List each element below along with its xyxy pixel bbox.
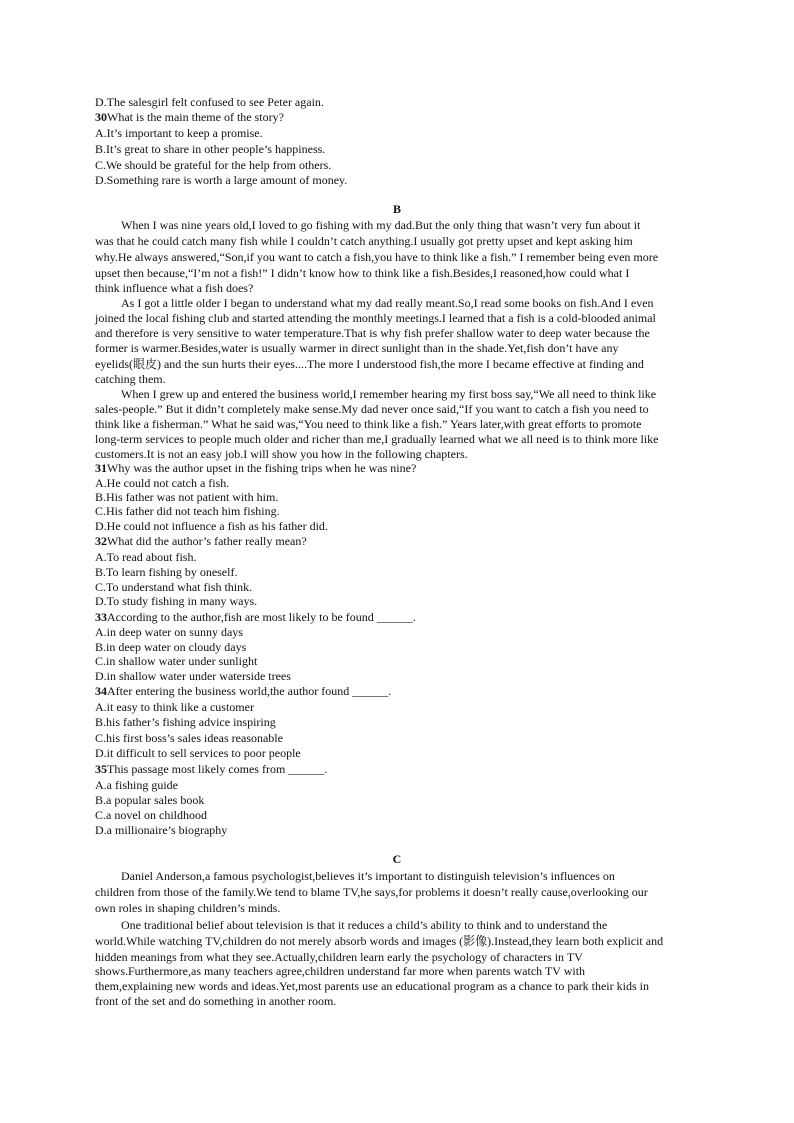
paragraph-line: As I got a little older I began to understand what my dad really meant.So,I read some books on fish.And I even [121, 296, 654, 310]
paragraph-line: former is warmer.Besides,water is usually warmer in direct sunlight than in the shade.Yet,fish don’t have any [95, 341, 619, 355]
answer-option: B.It’s great to share in other people’s happiness. [95, 142, 326, 156]
answer-option: A.in deep water on sunny days [95, 625, 243, 639]
answer-option: A.it easy to think like a customer [95, 700, 254, 714]
answer-option: D.in shallow water under waterside trees [95, 669, 291, 683]
question-number: 32 [95, 534, 107, 548]
paragraph-line: front of the set and do something in another room. [95, 994, 337, 1008]
question-stem [95, 534, 307, 548]
question-stem [95, 684, 391, 698]
answer-option: C.a novel on childhood [95, 808, 207, 822]
question-stem [95, 762, 327, 776]
paragraph-line: why.He always answered,“Son,if you want to catch a fish,you have to think like a fish.” I remember being even more [95, 250, 659, 264]
question-text: What is the main theme of the story? [107, 110, 284, 124]
paragraph-line: children from those of the family.We tend to blame TV,he says,for problems it doesn’t really cause,overlooking our [95, 885, 648, 899]
paragraph-line: One traditional belief about television is that it reduces a child’s ability to think and to understand the [121, 918, 608, 932]
answer-option: B.To learn fishing by oneself. [95, 565, 238, 579]
paragraph-line: sales-people.” But it didn’t completely make sense.My dad never once said,“If you want to catch a fish you need to [95, 402, 649, 416]
question-text: After entering the business world,the author found ______. [107, 684, 392, 698]
paragraph-line: long-term services to people much older and richer than me,I gradually learned what we all need is to think more like [95, 432, 659, 446]
paragraph-line: When I was nine years old,I loved to go fishing with my dad.But the only thing that wasn’t very fun about it [121, 218, 641, 232]
paragraph-line: was that he could catch many fish while I couldn’t catch anything.I usually got pretty upset and kept asking him [95, 234, 633, 248]
answer-option: B.a popular sales book [95, 793, 205, 807]
answer-option: B.His father was not patient with him. [95, 490, 279, 504]
answer-option: D.The salesgirl felt confused to see Peter again. [95, 95, 324, 109]
paragraph-line: customers.It is not an easy job.I will show you how in the following chapters. [95, 447, 468, 461]
paragraph-line: When I grew up and entered the business world,I remember hearing my first boss say,“We all need to think like [121, 387, 657, 401]
answer-option: A.He could not catch a fish. [95, 476, 230, 490]
answer-option: B.in deep water on cloudy days [95, 640, 247, 654]
paragraph-line: shows.Furthermore,as many teachers agree,children understand far more when parents watch TV with [95, 964, 586, 978]
paragraph-line: them,explaining new words and ideas.Yet,most parents use an educational program as a chance to park their kids in [95, 979, 649, 993]
section-heading: B [392, 202, 401, 216]
answer-option: C.We should be grateful for the help from others. [95, 158, 332, 172]
question-text: What did the author’s father really mean? [107, 534, 307, 548]
question-stem [95, 110, 284, 124]
paragraph-line: catching them. [95, 372, 166, 386]
question-number: 35 [95, 762, 107, 776]
question-stem [95, 461, 416, 475]
paragraph-line: world.While watching TV,children do not merely absorb words and images (影像).Instead,they learn both explicit and [95, 934, 664, 948]
answer-option: C.To understand what fish think. [95, 580, 253, 594]
question-number: 34 [95, 684, 107, 698]
answer-option: A.a fishing guide [95, 778, 178, 792]
answer-option: D.Something rare is worth a large amount of money. [95, 173, 348, 187]
answer-option: D.it difficult to sell services to poor people [95, 746, 301, 760]
answer-option: A.To read about fish. [95, 550, 197, 564]
question-text: According to the author,fish are most likely to be found ______. [107, 610, 416, 624]
paragraph-line: own roles in shaping children’s minds. [95, 901, 281, 915]
answer-option: C.His father did not teach him fishing. [95, 504, 280, 518]
answer-option: B.his father’s fishing advice inspiring [95, 715, 276, 729]
question-stem [95, 610, 416, 624]
question-number: 31 [95, 461, 107, 475]
answer-option: D.He could not influence a fish as his father did. [95, 519, 328, 533]
answer-option: A.It’s important to keep a promise. [95, 126, 263, 140]
question-number: 30 [95, 110, 107, 124]
question-text: Why was the author upset in the fishing trips when he was nine? [107, 461, 417, 475]
answer-option: D.To study fishing in many ways. [95, 594, 258, 608]
answer-option: C.in shallow water under sunlight [95, 654, 258, 668]
paragraph-line: upset then because,“I’m not a fish!” I didn’t know how to think like a fish.Besides,I reasoned,how could what I [95, 266, 630, 280]
answer-option: D.a millionaire’s biography [95, 823, 228, 837]
paragraph-line: hidden meanings from what they see.Actually,children learn early the psychology of characters in TV [95, 950, 583, 964]
paragraph-line: think influence what a fish does? [95, 281, 254, 295]
paragraph-line: joined the local fishing club and started attending the monthly meetings.I learned that a fish is a cold-blooded animal [95, 311, 656, 325]
paragraph-line: Daniel Anderson,a famous psychologist,believes it’s important to distinguish television’s influences on [121, 869, 615, 883]
paragraph-line: eyelids(眼皮) and the sun hurts their eyes....The more I understood fish,the more I became effective at finding and [95, 357, 644, 371]
section-heading: C [392, 852, 402, 866]
question-number: 33 [95, 610, 107, 624]
question-text: This passage most likely comes from ______. [107, 762, 328, 776]
answer-option: C.his first boss’s sales ideas reasonable [95, 731, 283, 745]
paragraph-line: and therefore is very sensitive to water temperature.That is why fish prefer shallow water to deep water because the [95, 326, 650, 340]
paragraph-line: think like a fisherman.” What he said was,“You need to think like a fish.” Years later,with great efforts to promote [95, 417, 642, 431]
